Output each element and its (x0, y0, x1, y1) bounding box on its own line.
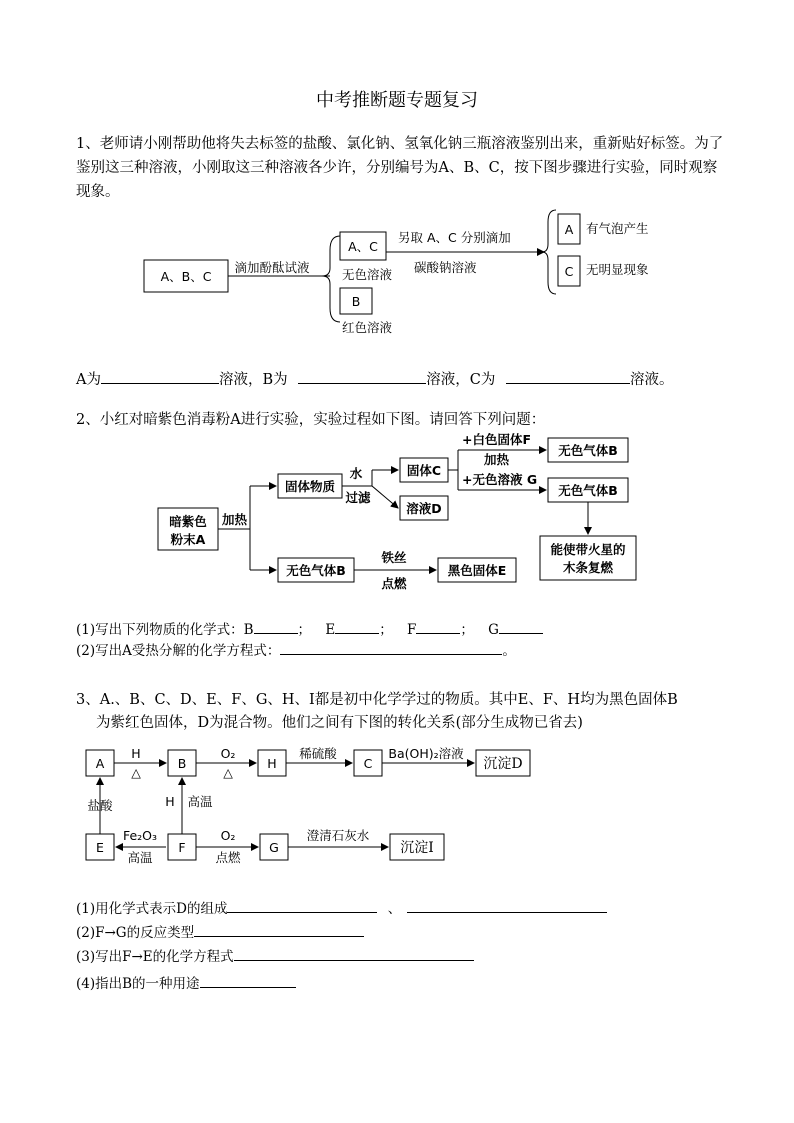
q1-end: 溶液。 (629, 372, 674, 388)
q1-step1-label: 滴加酚酞试液 (234, 260, 310, 275)
q1-brace-1 (322, 236, 340, 322)
q2-arrow-d (372, 486, 398, 508)
q1-c-label: C (564, 264, 574, 279)
q3-ea-label: 盐酸 (87, 798, 113, 813)
q3-sub3 (76, 945, 474, 965)
q3-sub1-text: (1)用化学式表示D的组成 (76, 901, 228, 917)
q1-diagram (0, 200, 794, 350)
q3-blank-type[interactable] (194, 922, 364, 937)
q3-b-label: B (177, 756, 187, 771)
q3-ab-top: H (131, 746, 141, 761)
q3-cd-label: Ba(OH)₂溶液 (388, 746, 464, 761)
q2-plus-f: +白色固体F (462, 432, 532, 447)
q3-blank-use[interactable] (200, 973, 296, 988)
q3-fe-top: Fe₂O₃ (122, 828, 158, 843)
q2-f-prefix: F (407, 622, 417, 638)
q1-ac-label: A、C (348, 239, 378, 254)
q2-solid-label: 固体物质 (284, 479, 336, 494)
q3-i-label: 沉淀I (400, 840, 434, 856)
q1-a-prefix: A为 (76, 372, 101, 388)
q3-sub4-text: (4)指出B的一种用途 (76, 976, 200, 992)
q2-blank-g[interactable] (499, 619, 543, 634)
q2-water-label: 水 (349, 466, 363, 481)
q2-heat2: 加热 (484, 452, 510, 467)
q3-sub1-sep: 、 (387, 901, 402, 917)
q2-filter-label: 过滤 (345, 490, 371, 505)
q2-g-prefix: G (488, 622, 499, 638)
q1-c-prefix: 溶液，C为 (426, 372, 496, 388)
q2-blank-equation[interactable] (280, 640, 502, 655)
q3-blank-d2[interactable] (407, 898, 607, 913)
q3-sub4 (76, 972, 296, 992)
q3-ab-bottom: △ (131, 765, 141, 780)
q2-b2-label: 无色气体B (558, 483, 618, 498)
q2-e-prefix: E (325, 622, 336, 638)
q2-e-label: 黑色固体E (447, 563, 507, 578)
q1-blank-b[interactable] (298, 369, 426, 384)
q1-text: 1、老师请小刚帮助他将失去标签的盐酸、氯化钠、氢氧化钠三瓶溶液鉴别出来，重新贴好标签。为了鉴别这三种溶液，小刚取这三种溶液各少许，分别编号为A、B、C，按下图步骤进行实验，同时观察现象。 (76, 136, 724, 200)
q3-fb-2: 高温 (187, 794, 213, 809)
q3-line1: 3、A.、B、C、D、E、F、G、H、I都是初中化学学过的物质。其中E、F、H均为黑色固体B (76, 692, 678, 708)
q3-bh-top: O₂ (220, 746, 236, 761)
q2-blank-b[interactable] (254, 619, 298, 634)
q2-sub1 (76, 618, 543, 638)
q3-bh-bottom: △ (223, 765, 233, 780)
q2-plus-g: +无色溶液 G (462, 472, 538, 487)
q1-b-prefix: 溶液，B为 (218, 372, 288, 388)
q1-a-label: A (564, 222, 574, 237)
q3-fb-1: H (165, 794, 175, 809)
q3-sub2 (76, 921, 364, 941)
q2-sub2 (76, 639, 516, 659)
q3-a-label: A (95, 756, 105, 771)
q1-step2-top: 另取 A、C 分别滴加 (398, 230, 511, 245)
q3-fg-top: O₂ (220, 828, 236, 843)
q3-d-label: 沉淀D (483, 756, 523, 772)
q3-c-label: C (363, 756, 373, 771)
q3-blank-equation[interactable] (234, 946, 474, 961)
q3-hc-label: 稀硫酸 (299, 746, 337, 761)
q3-blank-d1[interactable] (227, 898, 377, 913)
q1-answer-line (76, 368, 673, 389)
q2-blank-e[interactable] (335, 619, 379, 634)
q1-red-label: 红色溶液 (342, 320, 393, 335)
q2-blank-f[interactable] (416, 619, 460, 634)
q3-diagram (0, 740, 794, 870)
q3-sub2-text: (2)F→G的反应类型 (76, 925, 195, 941)
q2-iron: 铁丝 (381, 550, 407, 565)
q3-f-label: F (178, 840, 186, 855)
q2-sub2-text: (2)写出A受热分解的化学方程式： (76, 643, 281, 659)
q1-start-label: A、B、C (160, 269, 212, 284)
q1-colorless-label: 无色溶液 (342, 267, 393, 282)
page-title: 中考推断题专题复习 (316, 90, 478, 111)
q3-fe-bottom: 高温 (127, 850, 153, 865)
q1-b-label: B (351, 294, 361, 309)
q1-brace-2 (542, 210, 556, 294)
q2-a-line1: 暗紫色 (169, 514, 207, 529)
q2-ignite: 点燃 (381, 576, 407, 591)
q2-heat-label: 加热 (222, 512, 248, 527)
q1-blank-a[interactable] (101, 369, 219, 384)
q2-sub1-prefix: (1)写出下列物质的化学式：B (76, 622, 254, 638)
q3-sub3-text: (3)写出F→E的化学方程式 (76, 949, 234, 965)
q2-d-label: 溶液D (406, 501, 442, 516)
q3-sub1 (76, 897, 607, 917)
q3-gi-label: 澄清石灰水 (306, 828, 370, 843)
q2-b1-label: 无色气体B (558, 443, 618, 458)
q2-text: 2、小红对暗紫色消毒粉A进行实验，实验过程如下图。请回答下列问题： (76, 412, 546, 428)
q2-sep-3: ； (460, 622, 474, 638)
q1-a-result: 有气泡产生 (586, 221, 649, 236)
q3-fg-bottom: 点燃 (215, 850, 241, 865)
q3-line2: 为紫红色固体，D为混合物。他们之间有下图的转化关系(部分生成物已省去) (96, 715, 583, 731)
q2-sep-2: ； (379, 622, 393, 638)
q2-relight-2: 木条复燃 (562, 560, 614, 575)
q3-e-label: E (96, 840, 104, 855)
q2-relight-1: 能使带火星的 (550, 542, 626, 557)
q2-b3-label: 无色气体B (286, 563, 346, 578)
q3-g-label: G (269, 840, 279, 855)
q2-diagram (0, 430, 794, 600)
q2-sub2-end: 。 (502, 643, 516, 659)
q2-c-label: 固体C (406, 463, 442, 478)
q2-a-line2: 粉末A (170, 532, 206, 547)
q3-h-label: H (267, 756, 277, 771)
q1-blank-c[interactable] (506, 369, 630, 384)
q1-step2-bottom: 碳酸钠溶液 (414, 260, 477, 275)
q1-c-result: 无明显现象 (586, 262, 649, 277)
q2-sep-1: ； (297, 622, 312, 638)
